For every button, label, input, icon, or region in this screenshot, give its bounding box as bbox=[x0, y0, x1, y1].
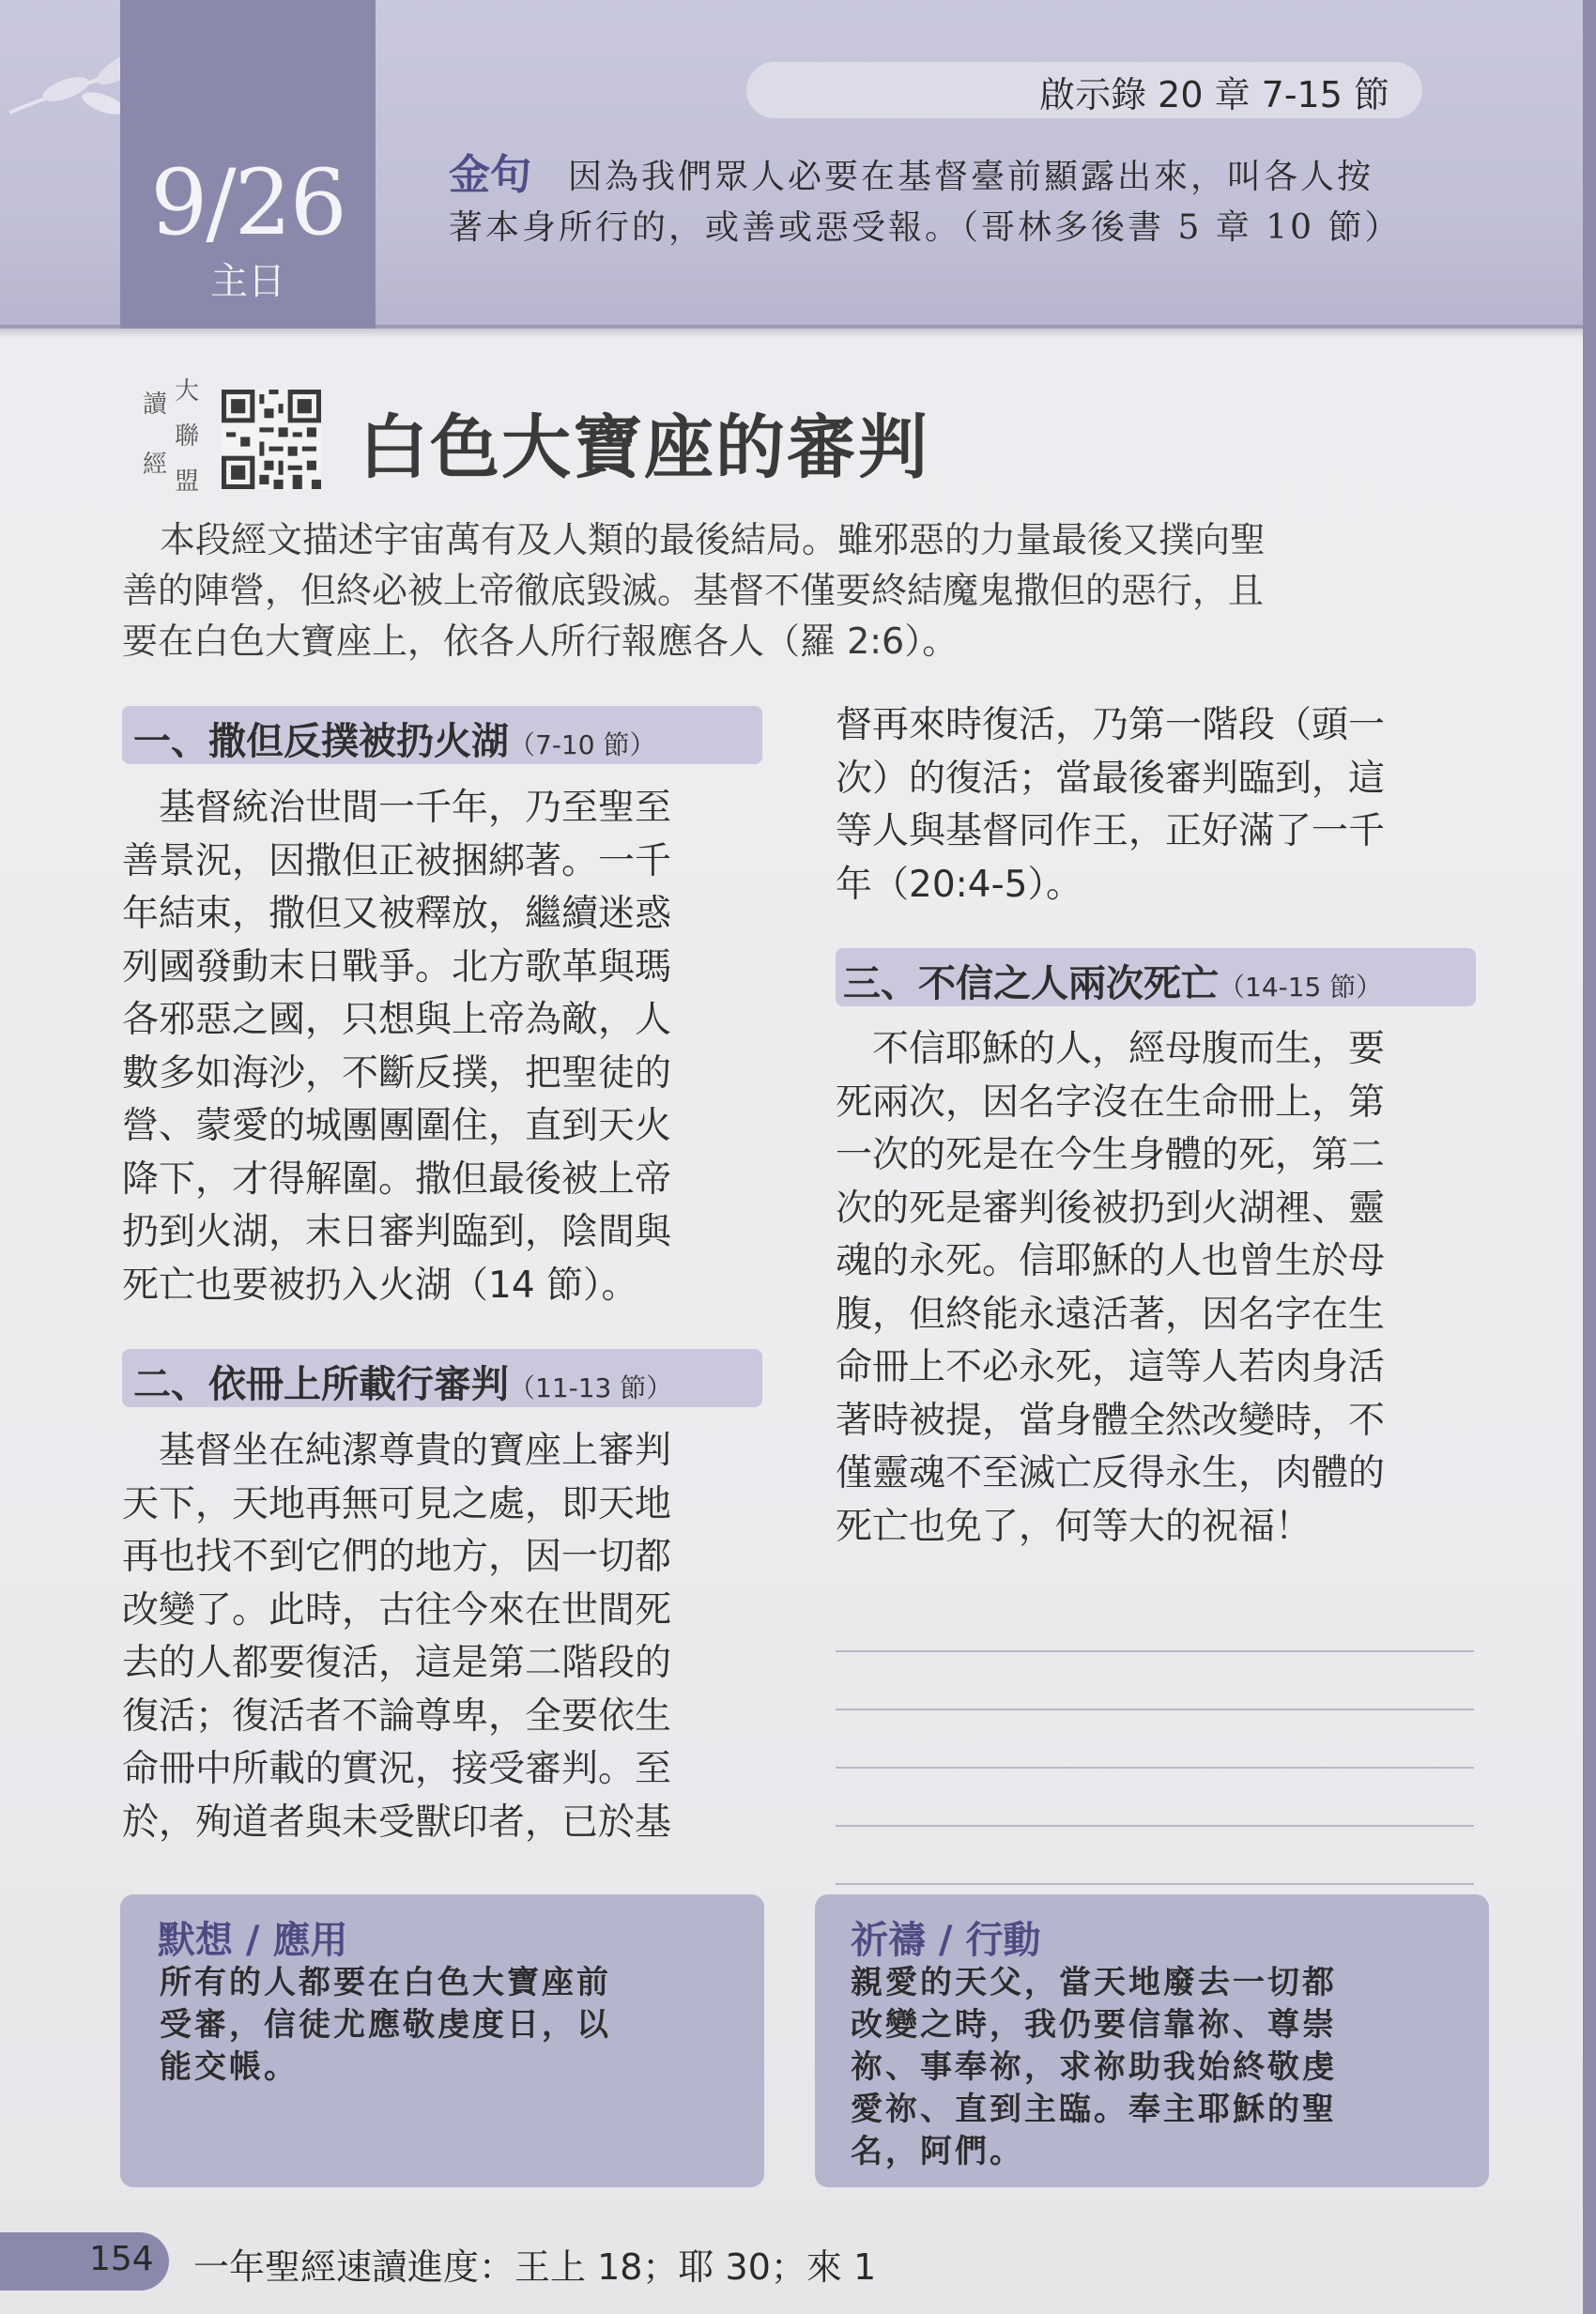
intro-line: 善的陣營，但終必被上帝徹底毀滅。基督不僅要終結魔鬼撒但的惡行，且 bbox=[122, 570, 1265, 611]
qr-code-icon[interactable] bbox=[222, 390, 321, 489]
sidebar-label: 聯 bbox=[174, 422, 199, 451]
section-ref: （14-15 節） bbox=[1219, 972, 1383, 1003]
golden-verse-line: 著本身所行的，或善或惡受報。（哥林多後書 5 章 10 節） bbox=[449, 208, 1402, 247]
page-title: 白色大寶座的審判 bbox=[359, 407, 929, 488]
date-label: 9/26 bbox=[150, 150, 345, 255]
note-line bbox=[836, 1767, 1474, 1769]
prayer-title: 祈禱 / 行動 bbox=[851, 1919, 1041, 1962]
intro-line: 要在白色大寶座上，依各人所行報應各人（羅 2:6）。 bbox=[122, 621, 959, 662]
day-label: 主日 bbox=[210, 260, 285, 303]
intro-line: 本段經文描述宇宙萬有及人類的最後結局。雖邪惡的力量最後又撲向聖 bbox=[160, 519, 1266, 560]
note-line bbox=[836, 1650, 1474, 1652]
page-number: 154 bbox=[89, 2240, 154, 2278]
meditation-title: 默想 / 應用 bbox=[158, 1919, 348, 1962]
section-body: 基督統治世間一千年，乃至聖至 善景況，因撒但正被捆綁著。一千 年結束，撒但又被釋放，繼續迷惑 列國發動末日戰爭。北方歌革與瑪 各邪惡之國，只想與上帝為敵，人 數多如海沙，不斷反撲，把聖徒的 營、蒙愛的城團團圍住，直到天火 降下，才得解圍。撒但最後被上帝 扔到火湖，末日審判臨到，陰間與 死亡也要被扔入火湖（14 節）。 bbox=[122, 787, 672, 1307]
intro-paragraph bbox=[122, 514, 1483, 667]
section-body-continued: 督再來時復活，乃第一階段（頭一 次）的復活；當最後審判臨到，這 等人與基督同作王，正好滿了一千 年（20:4-5）。 bbox=[836, 704, 1386, 906]
sidebar-label: 讀 bbox=[142, 391, 167, 419]
section-title: 一、撒但反撲被扔火湖（7-10 節） bbox=[133, 720, 656, 763]
note-line bbox=[836, 1883, 1474, 1885]
scripture-ref: 啟示錄 20 章 7-15 節 bbox=[1039, 74, 1389, 115]
sidebar-label: 經 bbox=[142, 451, 167, 479]
golden-verse-label: 金句 bbox=[449, 151, 531, 199]
sidebar-label: 大 bbox=[174, 377, 199, 406]
prayer-body: 親愛的天父，當天地廢去一切都 改變之時，我仍要信靠祢、尊崇 祢、事奉祢，求祢助我始終敬虔 愛祢、直到主臨。奉主耶穌的聖 名，阿們。 bbox=[851, 1964, 1337, 2170]
section-ref: （11-13 節） bbox=[509, 1372, 673, 1403]
meditation-body: 所有的人都要在白色大寶座前 受審，信徒尤應敬虔度日，以 能交帳。 bbox=[160, 1964, 611, 2086]
sidebar-label: 盟 bbox=[174, 467, 199, 496]
reading-progress: 一年聖經速讀進度：王上 18；耶 30；來 1 bbox=[193, 2246, 877, 2288]
note-line bbox=[836, 1709, 1474, 1710]
section-title: 二、依冊上所載行審判（11-13 節） bbox=[133, 1363, 673, 1406]
section-body: 基督坐在純潔尊貴的寶座上審判 天下，天地再無可見之處，即天地 再也找不到它們的地方，因一切都 改變了。此時，古往今來在世間死 去的人都要復活，這是第二階段的 復活；復活者不論尊卑，全要依生 命冊中所載的實況，接受審判。至 於，殉道者與未受獸印者，已於基 bbox=[122, 1430, 672, 1844]
section-title: 三、不信之人兩次死亡（14-15 節） bbox=[843, 962, 1383, 1005]
golden-verse-line: 因為我們眾人必要在基督臺前顯露出來，叫各人按 bbox=[568, 158, 1374, 196]
book-spine bbox=[1583, 0, 1596, 2314]
section-ref: （7-10 節） bbox=[509, 729, 656, 760]
note-line bbox=[836, 1825, 1474, 1827]
section-body: 不信耶穌的人，經母腹而生，要 死兩次，因名字沒在生命冊上，第 一次的死是在今生身體的死，第二 次的死是審判後被扔到火湖裡、靈 魂的永死。信耶穌的人也曾生於母 腹，但終能永遠活著，因名字在生 命冊上不必永死，這等人若肉身活 著時被提，當身體全然改變時，不 僅靈魂不至滅亡反得永生，肉體的 死亡也免了，何等大的祝福！ bbox=[836, 1028, 1386, 1548]
